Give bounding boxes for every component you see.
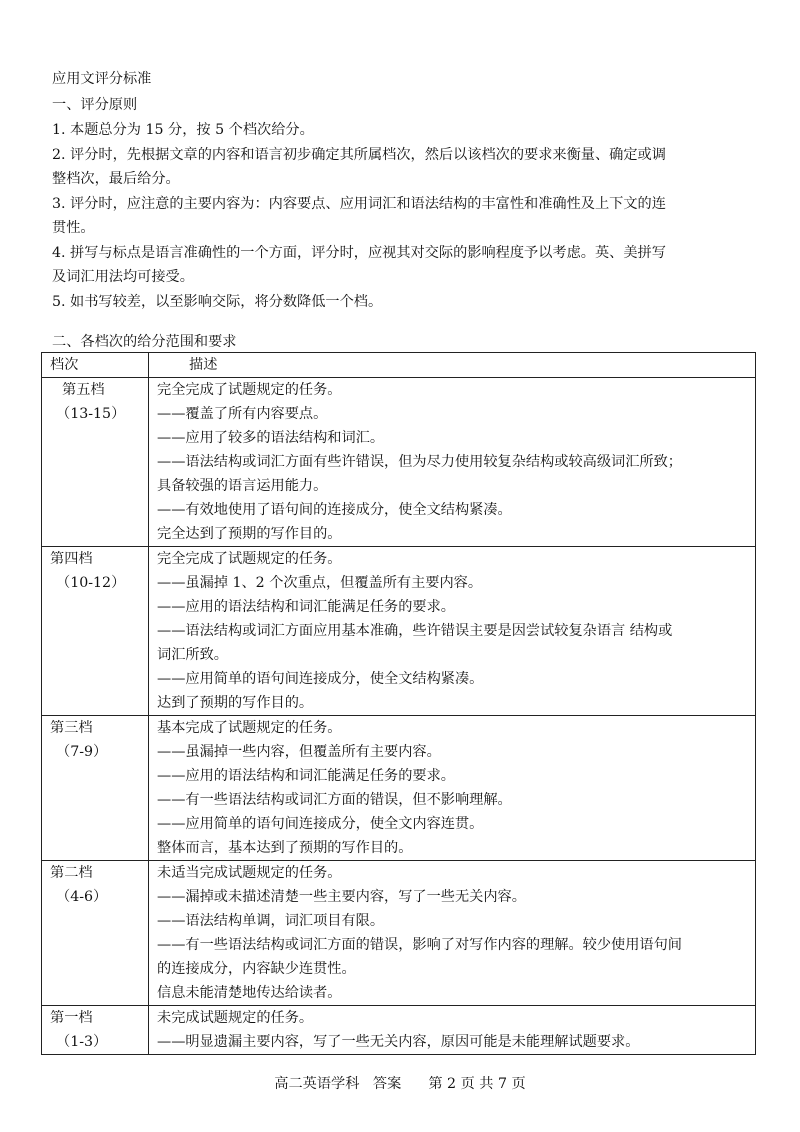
description-line: ——覆盖了所有内容要点。 <box>157 406 328 422</box>
grade-cell <box>42 861 149 1006</box>
description-line: ——虽漏掉一些内容，但覆盖所有主要内容。 <box>157 744 441 760</box>
grade-cell <box>42 547 149 716</box>
principle-line: 整档次，最后给分。 <box>52 171 180 187</box>
grade-cell <box>42 378 149 547</box>
description-line: ——应用简单的语句间连接成分，使全文内容连贯。 <box>157 816 484 832</box>
table-row <box>42 378 756 547</box>
grade-range: （4-6） <box>56 889 108 905</box>
section-heading: 二、各档次的给分范围和要求 <box>52 334 237 350</box>
table-row <box>42 547 756 716</box>
description-line: 完全达到了预期的写作目的。 <box>157 526 342 542</box>
description-line: 未完成试题规定的任务。 <box>157 1010 314 1026</box>
principle-line: 贯性。 <box>52 220 95 236</box>
description-line: ——应用了较多的语法结构和词汇。 <box>157 430 385 446</box>
principle-line: 4. 拼写与标点是语言准确性的一个方面，评分时，应视其对交际的影响程度予以考虑。英、美拼写 <box>52 245 666 261</box>
description-line: ——应用的语法结构和词汇能满足任务的要求。 <box>157 768 455 784</box>
description-cell <box>149 1006 756 1055</box>
grade-name: 第五档 <box>62 382 105 398</box>
grade-range: （10-12） <box>56 575 126 591</box>
description-line: 信息未能清楚地传达给读者。 <box>157 985 342 1001</box>
description-line: 达到了预期的写作目的。 <box>157 695 314 711</box>
description-line: ——语法结构单调，词汇项目有限。 <box>157 913 385 929</box>
table-row <box>42 1006 756 1055</box>
description-line: ——明显遗漏主要内容，写了一些无关内容，原因可能是未能理解试题要求。 <box>157 1034 640 1050</box>
document-title: 应用文评分标准 <box>52 71 152 87</box>
description-cell <box>149 716 756 861</box>
principle-line: 2. 评分时，先根据文章的内容和语言初步确定其所属档次，然后以该档次的要求来衡量、确定或调 <box>52 147 666 163</box>
description-line: ——有一些语法结构或词汇方面的错误，但不影响理解。 <box>157 792 512 808</box>
description-line: 的连接成分，内容缺少连贯性。 <box>157 961 356 977</box>
table-header-row <box>42 353 756 378</box>
principle-line: 1. 本题总分为 15 分，按 5 个档次给分。 <box>52 122 314 138</box>
description-line: ——有效地使用了语句间的连接成分，使全文结构紧凑。 <box>157 502 512 518</box>
header-grade: 档次 <box>50 357 79 373</box>
description-line: 词汇所致。 <box>157 647 228 663</box>
description-line: ——有一些语法结构或词汇方面的错误，影响了对写作内容的理解。较少使用语句间 <box>157 937 682 953</box>
description-line: 基本完成了试题规定的任务。 <box>157 720 342 736</box>
grade-name: 第二档 <box>50 865 93 881</box>
page-footer: 高二英语学科 答案 第 2 页 共 7 页 <box>274 1076 526 1092</box>
description-line: 未适当完成试题规定的任务。 <box>157 865 342 881</box>
table-row <box>42 861 756 1006</box>
description-line: 整体而言，基本达到了预期的写作目的。 <box>157 840 413 856</box>
principle-line: 3. 评分时，应注意的主要内容为：内容要点、应用词汇和语法结构的丰富性和准确性及上下文的连 <box>52 196 666 212</box>
principle-line: 及词汇用法均可接受。 <box>52 269 194 285</box>
grade-cell <box>42 1006 149 1055</box>
description-cell <box>149 547 756 716</box>
grade-name: 第四档 <box>50 551 93 567</box>
description-cell <box>149 861 756 1006</box>
principle-line: 5. 如书写较差，以至影响交际，将分数降低一个档。 <box>52 294 383 310</box>
description-cell <box>149 378 756 547</box>
table-row <box>42 716 756 861</box>
scoring-table-wrapper <box>41 352 756 1055</box>
description-line: 具备较强的语言运用能力。 <box>157 478 328 494</box>
header-desc: 描述 <box>189 357 218 373</box>
description-line: ——虽漏掉 1、2 个次重点，但覆盖所有主要内容。 <box>157 575 483 591</box>
header-grade-cell <box>42 353 149 378</box>
grade-name: 第三档 <box>50 720 93 736</box>
description-line: ——应用简单的语句间连接成分，使全文结构紧凑。 <box>157 671 484 687</box>
scoring-table <box>41 352 756 1055</box>
description-line: ——漏掉或未描述清楚一些主要内容，写了一些无关内容。 <box>157 889 526 905</box>
principles-heading: 一、评分原则 <box>52 97 138 113</box>
grade-range: （7-9） <box>56 744 108 760</box>
grade-range: （13-15） <box>56 406 126 422</box>
grade-name: 第一档 <box>50 1010 93 1026</box>
grade-range: （1-3） <box>56 1034 108 1050</box>
description-line: ——应用的语法结构和词汇能满足任务的要求。 <box>157 599 455 615</box>
grade-cell <box>42 716 149 861</box>
description-line: 完全完成了试题规定的任务。 <box>157 551 342 567</box>
description-line: 完全完成了试题规定的任务。 <box>157 382 342 398</box>
header-desc-cell <box>149 353 756 378</box>
description-line: ——语法结构或词汇方面应用基本准确，些许错误主要是因尝试较复杂语言 结构或 <box>157 623 673 639</box>
description-line: ——语法结构或词汇方面有些许错误，但为尽力使用较复杂结构或较高级词汇所致； <box>157 454 682 470</box>
